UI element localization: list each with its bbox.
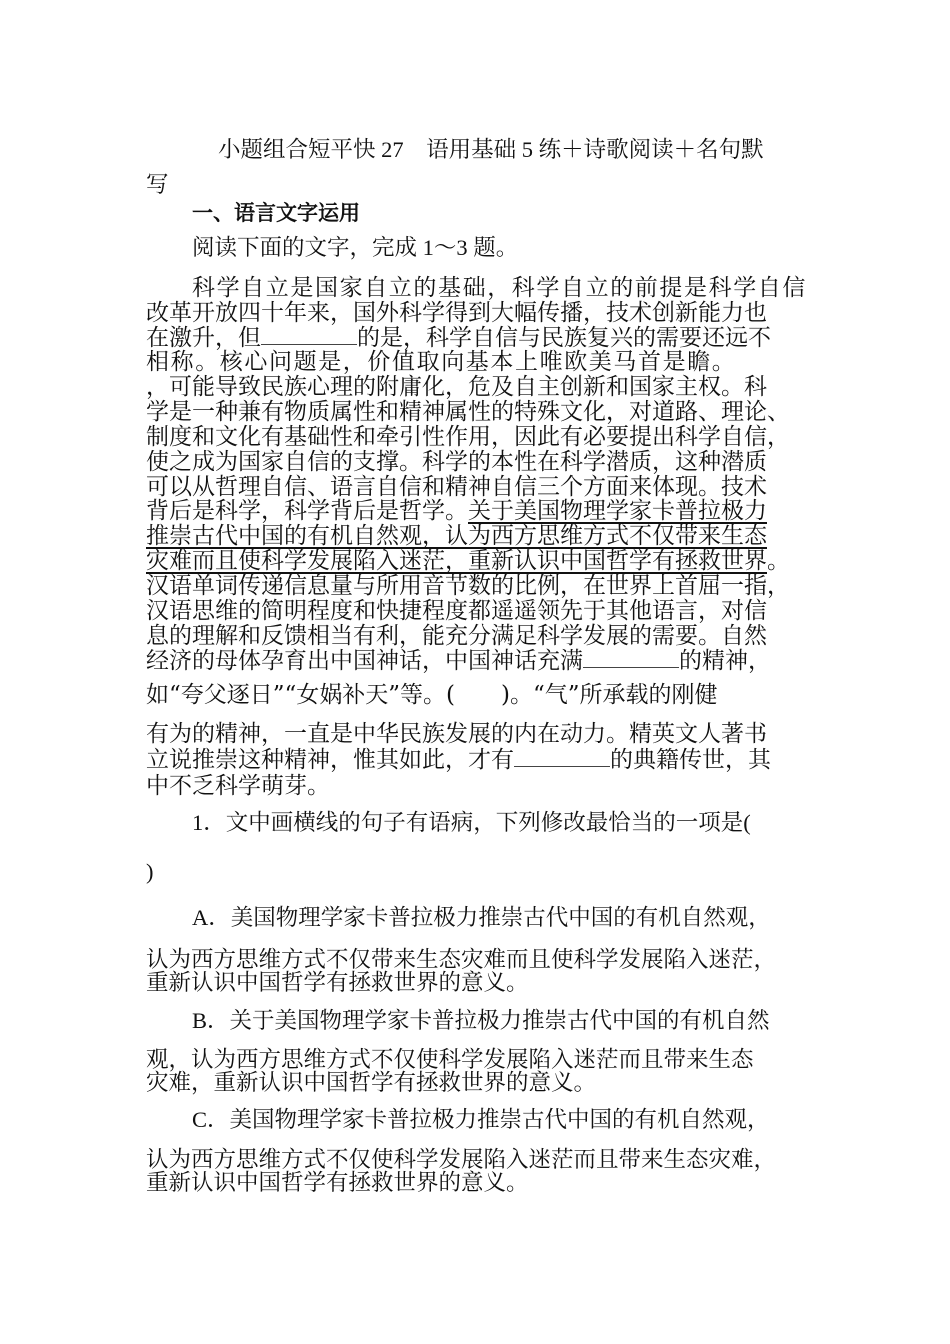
passage-line: 科学自立是国家自立的基础，科学自立的前提是科学自信	[192, 275, 807, 301]
section-heading: 一、语言文字运用	[192, 201, 360, 225]
fill-blank	[583, 649, 679, 668]
question-stem-end: )	[146, 859, 154, 884]
passage-line: 制度和文化有基础性和牵引性作用，因此有必要提出科学自信，	[146, 424, 790, 450]
underlined-sentence: 推崇古代中国的有机自然观，认为西方思维方式不仅带来生态	[146, 523, 767, 549]
page-title: 小题组合短平快 27 语用基础 5 练＋诗歌阅读＋名句默	[218, 137, 764, 162]
option-c-line: 重新认识中国哲学有拯救世界的意义。	[146, 1170, 529, 1195]
option-b-line: 观，认为西方思维方式不仅使科学发展陷入迷茫而且带来生态	[146, 1047, 754, 1072]
passage-line: 汉语单词传递信息量与所用音节数的比例，在世界上首屈一指，	[146, 573, 790, 599]
option-a-line: 重新认识中国哲学有拯救世界的意义。	[146, 970, 529, 995]
option-a: A．美国物理学家卡普拉极力推崇古代中国的有机自然观，	[192, 905, 771, 930]
underlined-sentence: 灾难而且使科学发展陷入迷茫，重新认识中国哲学有拯救世界	[146, 548, 767, 574]
passage-line: 中不乏科学萌芽。	[146, 773, 330, 799]
passage-line: 在激升，但 的是，科学自信与民族复兴的需要还远不	[146, 325, 771, 351]
passage-line: 背后是科学，科学背后是哲学。关于美国物理学家卡普拉极力	[146, 498, 767, 524]
question-stem: 1．文中画横线的句子有语病，下列修改最恰当的一项是(	[192, 810, 751, 835]
underlined-sentence: 关于美国物理学家卡普拉极力	[468, 498, 767, 524]
option-b: B．关于美国物理学家卡普拉极力推崇古代中国的有机自然	[192, 1008, 770, 1033]
passage-line: ，可能导致民族心理的附庸化，危及自主创新和国家主权。科	[146, 374, 767, 400]
passage-line: 有为的精神，一直是中华民族发展的内在动力。精英文人著书	[146, 721, 767, 747]
passage-line: 改革开放四十年来，国外科学得到大幅传播，技术创新能力也	[146, 300, 767, 326]
instruction-text: 阅读下面的文字，完成 1～3 题。	[192, 235, 519, 260]
passage-line: 经济的母体孕育出中国神话，中国神话充满 的精神，	[146, 648, 771, 674]
option-b-line: 灾难，重新认识中国哲学有拯救世界的意义。	[146, 1070, 597, 1095]
passage-line: 灾难而且使科学发展陷入迷茫，重新认识中国哲学有拯救世界。	[146, 548, 790, 574]
page-title-continued: 写	[146, 172, 169, 197]
passage-line: 如“夸父逐日”“女娲补天”等。( )。“气”所承载的刚健	[146, 682, 718, 708]
passage-line: 使之成为国家自信的支撑。科学的本性在科学潜质，这种潜质	[146, 449, 767, 475]
option-a-line: 认为西方思维方式不仅带来生态灾难而且使科学发展陷入迷茫，	[146, 947, 777, 972]
fill-blank	[514, 748, 610, 767]
passage-line: 立说推崇这种精神，惟其如此，才有 的典籍传世，其	[146, 747, 771, 773]
passage-line: 汉语思维的简明程度和快捷程度都遥遥领先于其他语言，对信	[146, 598, 767, 624]
passage-line: 相称。核心问题是，价值取向基本上唯欧美马首是瞻。	[146, 349, 737, 375]
passage-line: 可以从哲理自信、语言自信和精神自信三个方面来体现。技术	[146, 474, 767, 500]
fill-blank	[261, 326, 357, 345]
passage-line: 息的理解和反馈相当有利，能充分满足科学发展的需要。自然	[146, 623, 767, 649]
option-c: C．美国物理学家卡普拉极力推崇古代中国的有机自然观，	[192, 1107, 770, 1132]
option-c-line: 认为西方思维方式不仅使科学发展陷入迷茫而且带来生态灾难，	[146, 1147, 777, 1172]
passage-line: 学是一种兼有物质属性和精神属性的特殊文化，对道路、理论、	[146, 399, 790, 425]
